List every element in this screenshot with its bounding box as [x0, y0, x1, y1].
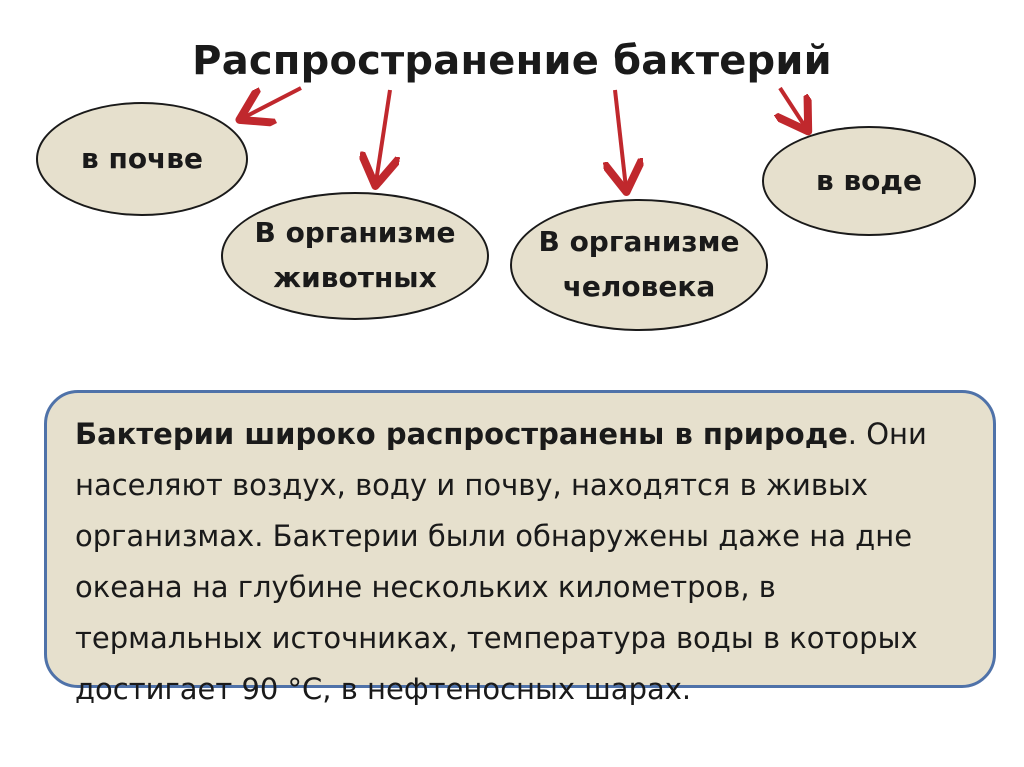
info-text: . Они населяют воздух, воду и почву, находятся в живых организмах. Бактерии были обнаружены даже на дне океана на глубине нескольких километров, в термальных источниках, температура воды в которых достигает 90 °С, в нефтеносных шарах. [75, 417, 927, 706]
node-water-label: в воде [815, 163, 923, 197]
info-bold-text: Бактерии широко распространены в природе [75, 417, 848, 451]
arrow-to-human [615, 90, 626, 188]
node-human-label: В организме человека [538, 225, 740, 303]
arrow-to-water [780, 88, 806, 128]
node-soil [36, 102, 248, 216]
node-animals [221, 192, 489, 320]
info-box [44, 390, 996, 706]
node-water [762, 126, 976, 236]
node-soil-label: в почве [81, 141, 203, 175]
diagram-title: Распространение бактерий [192, 38, 832, 84]
node-human [510, 199, 768, 331]
arrow-to-soil [243, 88, 301, 118]
arrow-to-animals [376, 90, 390, 182]
node-animals-label: В организме животных [254, 216, 456, 294]
